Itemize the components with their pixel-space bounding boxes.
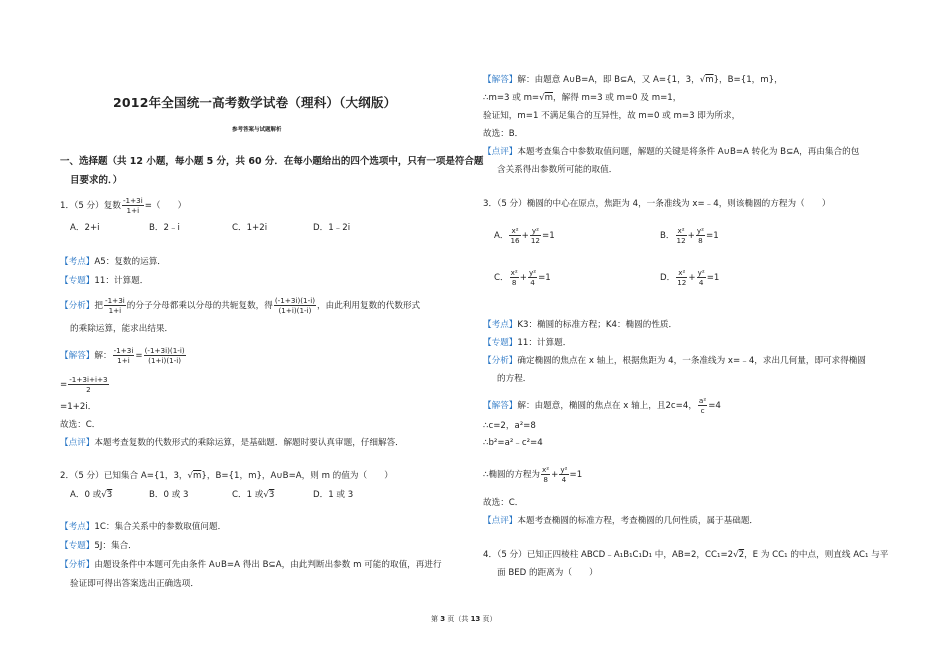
q3-zhuanti: 【专题】11：计算题．	[483, 338, 572, 348]
q2-jieda: 【解答】解：由题意 A∪B=A，即 B⊆A，又 A={1，3，√m}，B={1，m}，	[483, 75, 783, 85]
q1-answer: 故选：C．	[60, 420, 101, 430]
q2-dianping: 【点评】本题考查集合中参数取值问题，解题的关键是将条件 A∪B=A 转化为 B⊆A，再由集合的包	[483, 147, 860, 157]
q2-zhuanti: 【专题】5J：集合．	[60, 541, 137, 551]
q2-stem: 2．（5 分）已知集合 A={1，3，√m}，B={1，m}，A∪B=A，则 m 的值为（ ）	[60, 471, 393, 481]
q3-fenxi-cont: 的方程．	[497, 374, 532, 384]
q1-fraction: $\frac{-1+3i}{1+i}$	[122, 196, 143, 215]
q1-dianping: 【点评】本题考查复数的代数形式的乘除运算，是基础题．解题时要认真审题，仔细解答．	[60, 438, 404, 448]
q1-jieda-step3: =1+2i．	[60, 402, 97, 412]
q2-jieda-step2: ∴m=3 或 m=√m，解得 m=3 或 m=0 及 m=1，	[483, 93, 682, 103]
q3-option-d: D． $\frac{\text{x²}}{12}$ + $\frac{\text{y²}}{4}$ =1	[660, 268, 720, 287]
q3-jieda-step3: ∴b²=a²﹣c²=4	[483, 438, 543, 448]
q3-jieda-step4: ∴椭圆的方程为 $\frac{\text{x²}}{8}$ + $\frac{\text{y²}}{4}$ =1	[483, 465, 583, 484]
q2-fenxi-cont: 验证即可得出答案选出正确选项．	[70, 579, 199, 589]
q3-answer: 故选：C．	[483, 498, 524, 508]
section-heading-cont: 目要求的．）	[70, 175, 123, 186]
q3-dianping: 【点评】本题考查椭圆的标准方程，考查椭圆的几何性质，属于基础题．	[483, 516, 759, 526]
q3-option-b: B． $\frac{\text{x²}}{12}$ + $\frac{\text{y²}}{8}$ =1	[660, 226, 719, 245]
q1-option-d: D．1﹣2i	[313, 223, 351, 233]
section-heading: 一、选择题（共 12 小题，每小题 5 分，共 60 分．在每小题给出的四个选项中，只有一项是符合题	[60, 156, 484, 167]
q3-jieda-step2: ∴c=2，a²=8	[483, 421, 536, 431]
q1-kaodian: 【考点】A5：复数的运算．	[60, 257, 166, 267]
q2-answer: 故选：B．	[483, 129, 524, 139]
q2-kaodian: 【考点】1C：集合关系中的参数取值问题．	[60, 522, 227, 532]
q2-jieda-step3: 验证知，m=1 不满足集合的互异性，故 m=0 或 m=3 即为所求，	[483, 111, 741, 121]
q1-fenxi-cont: 的乘除运算，能求出结果．	[70, 324, 174, 334]
q1-option-b: B．2﹣i	[149, 223, 180, 233]
q1-stem: 1．（5 分）复数 $\frac{-1+3i}{1+i}$ =（ ）	[60, 196, 187, 215]
q2-option-a: A．0 或√3	[70, 490, 113, 500]
q1-option-c: C．1+2i	[232, 223, 268, 233]
q1-fenxi: 【分析】把 $\frac{-1+3i}{1+i}$ 的分子分母都乘以分母的共轭复数，得 $\frac{(-1+3i)(1-i)}{(1+i)(1-i)}$ ，由此利用复数的代数形式	[60, 296, 421, 315]
q2-dianping-cont: 含关系得出参数所可能的取值．	[497, 165, 618, 175]
q3-fenxi: 【分析】确定椭圆的焦点在 x 轴上，根据焦距为 4，一条准线为 x=﹣4，求出几何量，即可求得椭圆	[483, 356, 867, 366]
q3-kaodian: 【考点】K3：椭圆的标准方程；K4：椭圆的性质．	[483, 320, 678, 330]
q2-option-d: D．1 或 3	[313, 490, 354, 500]
q1-jieda: 【解答】解： $\frac{-1+3i}{1+i}$ = $\frac{(-1+3i)(1-i)}{(1+i)(1-i)}$	[60, 346, 185, 365]
q2-option-b: B．0 或 3	[149, 490, 189, 500]
q1-option-a: A．2+i	[70, 223, 100, 233]
q2-fenxi: 【分析】由题设条件中本题可先由条件 A∪B=A 得出 B⊆A，由此判断出参数 m 可能的取值，再进行	[60, 560, 442, 570]
q3-option-c: C． $\frac{\text{x²}}{8}$ + $\frac{\text{y²}}{4}$ =1	[494, 268, 551, 287]
q1-zhuanti: 【专题】11：计算题．	[60, 276, 149, 286]
page-title: 2012年全国统一高考数学试卷（理科）（大纲版）	[113, 95, 397, 110]
q3-stem: 3．（5 分）椭圆的中心在原点，焦距为 4，一条准线为 x=﹣4，则该椭圆的方程为（ ）	[483, 199, 831, 209]
q2-option-c: C．1 或√3	[232, 490, 275, 500]
q4-stem: 4．（5 分）已知正四棱柱 ABCD﹣A₁B₁C₁D₁ 中，AB=2，CC₁=2√2，E 为 CC₁ 的中点，则直线 AC₁ 与平	[483, 550, 889, 560]
page-subtitle: 参考答案与试题解析	[232, 127, 282, 133]
q1-jieda-step2: = $\frac{-1+3i+i+3}{2}$	[60, 375, 108, 394]
page-footer: 第 3 页（共 13 页）	[431, 615, 497, 623]
q3-option-a: A． $\frac{\text{x²}}{16}$ + $\frac{\text{y²}}{12}$ =1	[494, 226, 555, 245]
q3-jieda: 【解答】解：由题意，椭圆的焦点在 x 轴上，且2c=4， $\frac{\text{a²}}{c}$ =4	[483, 396, 721, 415]
q4-stem-cont: 面 BED 的距离为（ ）	[497, 568, 598, 578]
